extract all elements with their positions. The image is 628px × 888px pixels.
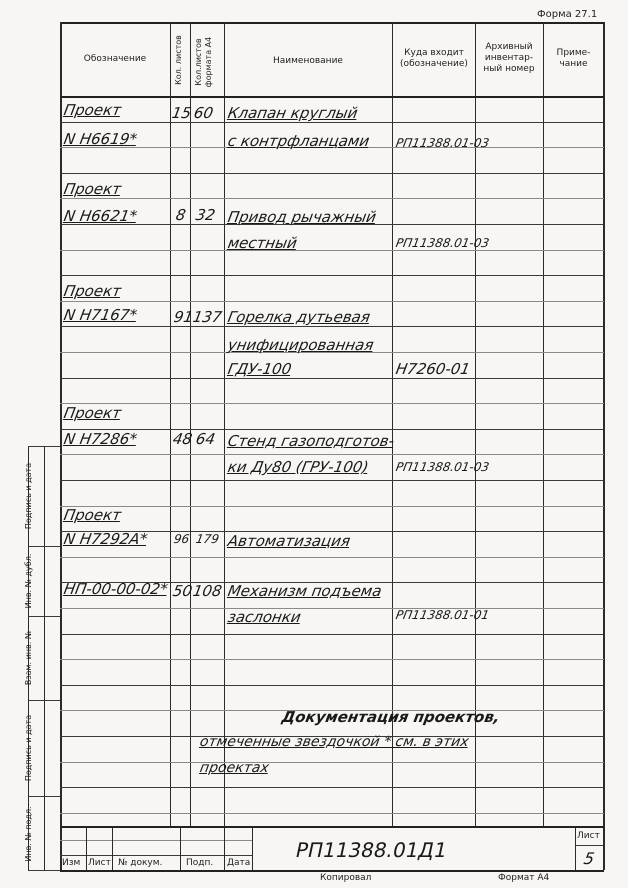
row1-where: РП11388.01-03 [394, 136, 491, 150]
table-row-line [60, 275, 604, 276]
row6-sheets-a4: 108 [191, 582, 224, 600]
table-row-line [60, 403, 604, 404]
row5-designation-1: Проект [62, 506, 123, 524]
row3-name-1: Горелка дутьевая [226, 308, 372, 326]
row2-where: РП11388.01-03 [394, 236, 491, 250]
col-line-3 [224, 22, 225, 826]
tb-code: РП11388.01Д1 [293, 838, 450, 862]
tb-sheet-label: Лист [577, 831, 600, 841]
tb-col-2 [112, 826, 113, 870]
row5-name-1: Автоматизация [226, 532, 352, 550]
tb-podp: Подп. [186, 858, 214, 868]
side-label-podpis-data-1: Подпись и дата [24, 462, 33, 530]
side-label-inv-dubl: Инв. № дубл. [24, 553, 33, 609]
tb-col-6 [575, 826, 576, 870]
tb-col-1 [86, 826, 87, 870]
row3-designation-2: N H7167* [62, 306, 139, 324]
row1-sheets: 15 [170, 104, 193, 122]
form-label: Форма 27.1 [537, 9, 598, 20]
col-line-1 [170, 22, 171, 826]
row4-name-2: ки Ду80 (ГРУ-100) [226, 458, 370, 476]
table-row-line [60, 813, 604, 814]
table-row-line [60, 685, 604, 686]
row2-name-2: местный [226, 234, 299, 252]
side-label-inv-podl: Инв. № подл. [24, 806, 33, 862]
header-sheets-count: Кол. листов [174, 35, 183, 85]
tb-list: Лист [88, 858, 111, 868]
tb-col-4 [224, 826, 225, 870]
side-sep-3 [28, 700, 60, 701]
header-where-used: Куда входит (обозначение) [400, 48, 468, 69]
tb-sheet-no: 5 [582, 849, 596, 868]
col-line-4 [392, 22, 393, 826]
row3-designation-1: Проект [62, 282, 123, 300]
tb-sheet-sep [575, 845, 604, 846]
table-row-line [60, 429, 604, 430]
table-row-line [60, 250, 604, 251]
side-strip-bottom [28, 870, 60, 871]
row6-name-1: Механизм подъема [226, 582, 384, 600]
row2-sheets-a4: 32 [194, 206, 217, 224]
table-row-line [60, 506, 604, 507]
table-row-line [60, 326, 604, 327]
table-row-line [60, 378, 604, 379]
col-line-6 [543, 22, 544, 826]
frame-right [603, 22, 605, 870]
side-sep-4 [28, 796, 60, 797]
row2-sheets: 8 [174, 206, 188, 224]
side-label-podpis-data-2: Подпись и дата [24, 714, 33, 782]
header-name: Наименование [273, 56, 343, 66]
footnote-line-3: проектах [198, 760, 271, 776]
footnote-line-1: Документация проектов, [280, 708, 502, 726]
tb-doc-no: № докум. [118, 858, 163, 868]
table-row-line [60, 762, 604, 763]
side-strip-top [28, 446, 60, 447]
header-note: Приме-чание [556, 48, 591, 69]
side-label-vzam-inv: Взам. инв. № [24, 630, 33, 686]
row4-where: РП11388.01-03 [394, 460, 491, 474]
row2-designation-2: N H6621* [62, 207, 139, 225]
row6-where: РП11388.01-01 [394, 608, 491, 622]
row5-sheets: 96 [172, 532, 191, 546]
row3-sheets-a4: 137 [191, 308, 224, 326]
table-row-line [60, 480, 604, 481]
row5-designation-2: N H7292A* [62, 530, 149, 548]
header-designation: Обозначение [83, 54, 147, 64]
table-row-line [60, 454, 604, 455]
table-row-line [60, 608, 604, 609]
row3-sheets: 91 [172, 308, 195, 326]
row1-sheets-a4: 60 [192, 104, 215, 122]
titleblock-top [60, 826, 604, 828]
table-row-line [60, 173, 604, 174]
header-bottom [60, 96, 604, 98]
tb-col-3 [180, 826, 181, 870]
row4-designation-2: N H7286* [62, 430, 139, 448]
table-row-line [60, 557, 604, 558]
table-row-line [60, 659, 604, 660]
row4-designation-1: Проект [62, 404, 123, 422]
side-strip-mid [44, 446, 45, 870]
header-archive-number: Архивный инвентар-ный номер [483, 42, 535, 74]
row2-designation-1: Проект [62, 180, 123, 198]
row6-name-2: заслонки [226, 608, 303, 626]
tb-izm: Изм [62, 858, 81, 868]
side-sep-2 [28, 616, 60, 617]
row3-where: H7260-01 [394, 360, 472, 378]
row4-name-1: Стенд газоподготов- [226, 432, 396, 450]
table-row-line [60, 198, 604, 199]
row1-designation-2: N H6619* [62, 130, 139, 148]
table-row-line [60, 634, 604, 635]
row3-name-3: ГДУ-100 [226, 360, 293, 378]
footnote-line-2: отмеченные звездочкой * см. в этих [198, 734, 470, 750]
table-row-line [60, 122, 604, 123]
row2-name-1: Привод рычажный [226, 208, 378, 226]
bottom-copied: Копировал [320, 873, 372, 883]
tb-col-5 [252, 826, 253, 870]
header-sheets-a4: Кол.листов формата А4 [194, 36, 213, 88]
table-row-line [60, 787, 604, 788]
row1-name-1: Клапан круглый [226, 104, 360, 122]
tb-data: Дата [227, 858, 251, 868]
frame-top [60, 22, 604, 24]
row1-name-2: с контрфланцами [226, 132, 371, 150]
table-row-line [60, 301, 604, 302]
frame-bottom [60, 870, 604, 872]
row4-sheets: 48 [171, 430, 194, 448]
row6-designation-2: НП-00-00-02* [62, 580, 170, 598]
row1-designation-1: Проект [62, 101, 123, 119]
bottom-format: Формат А4 [498, 873, 550, 883]
row4-sheets-a4: 64 [194, 430, 217, 448]
row6-sheets: 50 [171, 582, 194, 600]
row5-sheets-a4: 179 [194, 532, 221, 546]
col-line-2 [190, 22, 191, 826]
row3-name-2: унифицированная [226, 336, 376, 354]
